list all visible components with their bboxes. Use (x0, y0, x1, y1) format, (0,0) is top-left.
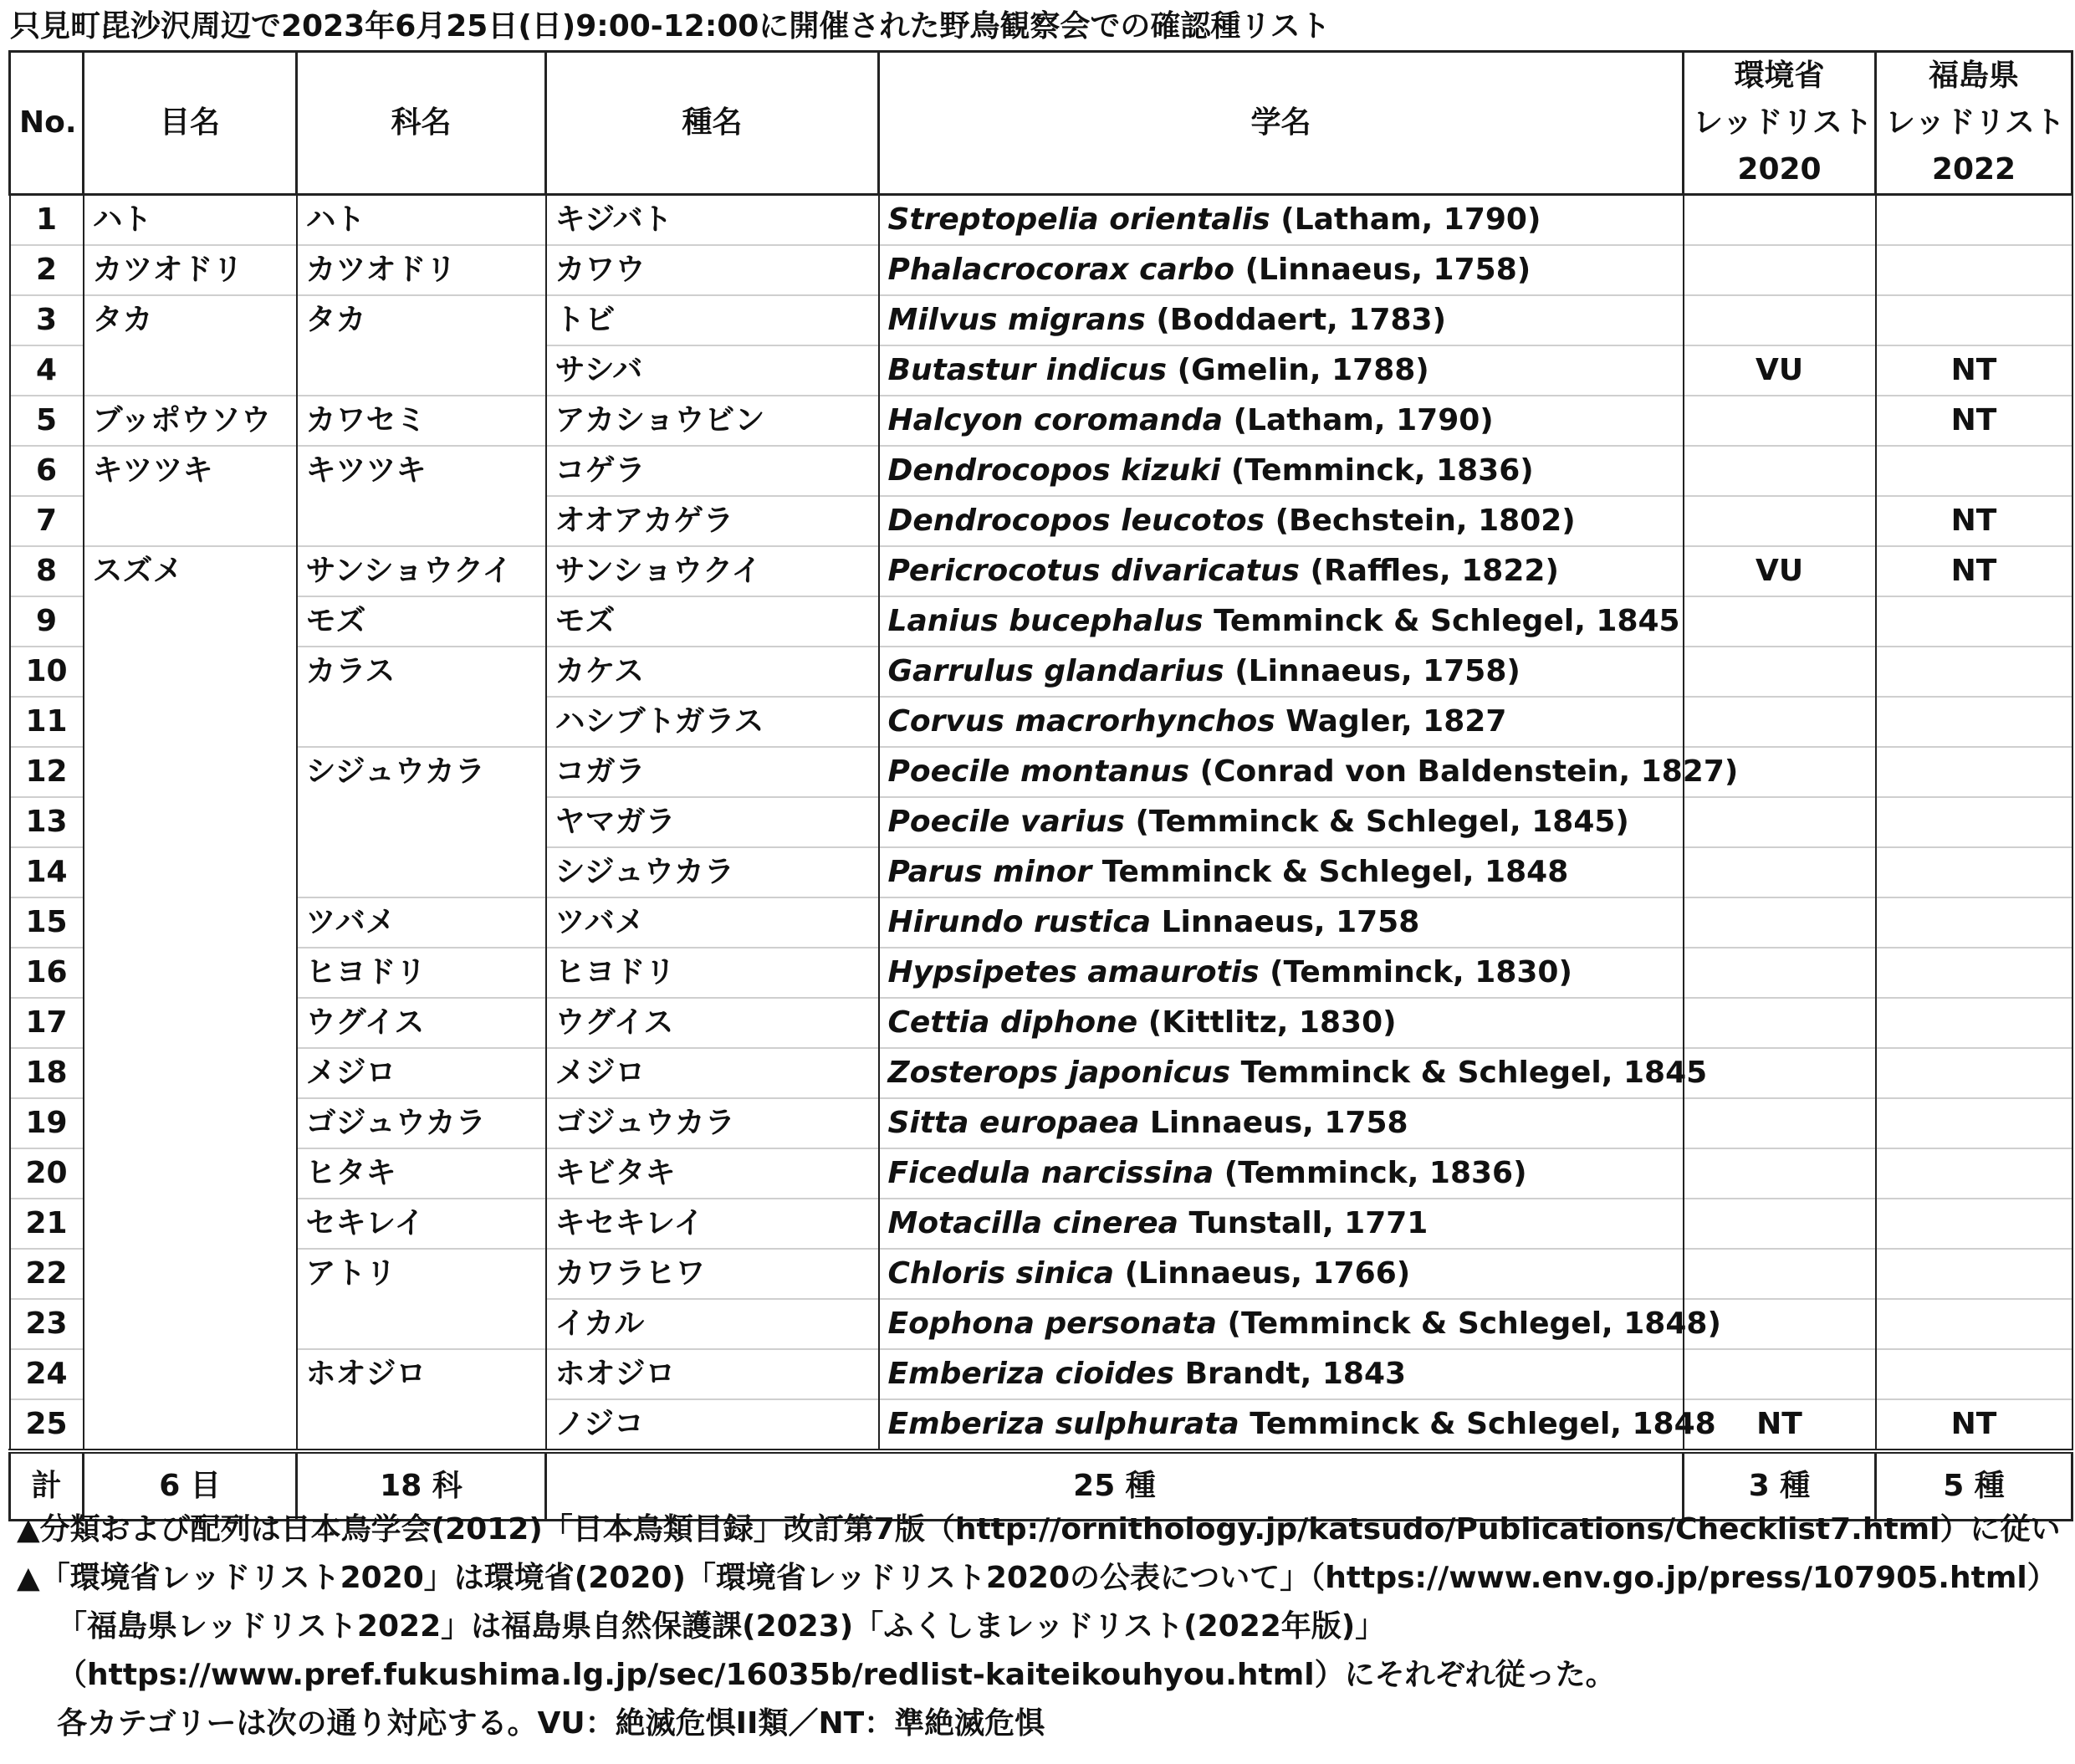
family-name: ハト (297, 195, 546, 246)
header-family: 科名 (297, 52, 546, 195)
family-name: シジュウカラ (297, 747, 546, 897)
species-name: キジバト (546, 195, 879, 246)
scientific-name: Poecile varius (887, 805, 1125, 839)
fukushima-redlist-status (1876, 1199, 2072, 1249)
scientific-name-cell (879, 1148, 1684, 1199)
scientific-name: Emberiza cioides (887, 1357, 1175, 1391)
author-citation: (Temminck & Schlegel, 1845) (1135, 805, 1629, 839)
header-fuk-line3: 2022 (1931, 152, 2016, 187)
table-row (10, 1048, 2072, 1098)
table-row (10, 295, 2072, 345)
order-name: キツツキ (84, 446, 297, 546)
author-citation: Temminck & Schlegel, 1845 (1240, 1056, 1708, 1090)
scientific-name: Cettia diphone (887, 1005, 1138, 1040)
row-number: 18 (10, 1048, 84, 1098)
species-table (8, 50, 2073, 1521)
fukushima-redlist-status (1876, 1249, 2072, 1299)
fukushima-redlist-status (1876, 1098, 2072, 1148)
scientific-name: Streptopelia orientalis (887, 202, 1270, 237)
env-redlist-status (1684, 1249, 1876, 1299)
fukushima-redlist-status (1876, 1048, 2072, 1098)
header-row (10, 52, 2072, 195)
total-orders: 6 目 (84, 1451, 297, 1521)
scientific-name: Milvus migrans (887, 303, 1146, 337)
author-citation: Linnaeus, 1758 (1149, 1106, 1408, 1140)
species-name: ツバメ (546, 897, 879, 948)
family-name: サンショウクイ (297, 546, 546, 596)
env-redlist-status (1684, 1199, 1876, 1249)
total-families: 18 科 (297, 1451, 546, 1521)
scientific-name-cell (879, 345, 1684, 396)
env-redlist-status (1684, 396, 1876, 446)
species-name: カケス (546, 647, 879, 697)
fukushima-redlist-status (1876, 1299, 2072, 1349)
env-redlist-status (1684, 998, 1876, 1048)
family-name: アトリ (297, 1249, 546, 1349)
species-name: キセキレイ (546, 1199, 879, 1249)
author-citation: (Kittlitz, 1830) (1147, 1005, 1397, 1040)
fukushima-redlist-status (1876, 1148, 2072, 1199)
note-categories: 各カテゴリーは次の通り対応する。VU：絶滅危惧II類／NT：準絶滅危惧 (57, 1706, 1045, 1741)
row-number: 5 (10, 396, 84, 446)
total-species: 25 種 (546, 1451, 1684, 1521)
table-row (10, 596, 2072, 647)
env-redlist-status (1684, 596, 1876, 647)
fukushima-redlist-status (1876, 1349, 2072, 1399)
family-name: カラス (297, 647, 546, 747)
row-number: 23 (10, 1299, 84, 1349)
note-fukushima-redlist: 「福島県レッドリスト2022」は福島県自然保護課(2023)「ふくしまレッドリスト(2022年版)」 (57, 1609, 1386, 1644)
env-redlist-status (1684, 847, 1876, 897)
table-body (10, 195, 2072, 1452)
total-fukushima: 5 種 (1876, 1451, 2072, 1521)
row-number: 20 (10, 1148, 84, 1199)
env-redlist-status (1684, 797, 1876, 847)
species-name: カワラヒワ (546, 1249, 879, 1299)
table-row (10, 245, 2072, 295)
row-number: 14 (10, 847, 84, 897)
scientific-name-cell (879, 245, 1684, 295)
scientific-name-cell (879, 546, 1684, 596)
species-name: ホオジロ (546, 1349, 879, 1399)
family-name: カツオドリ (297, 245, 546, 295)
row-number: 19 (10, 1098, 84, 1148)
row-number: 22 (10, 1249, 84, 1299)
table-row (10, 396, 2072, 446)
scientific-name: Sitta europaea (887, 1106, 1140, 1140)
row-number: 17 (10, 998, 84, 1048)
fukushima-redlist-status (1876, 295, 2072, 345)
author-citation: (Linnaeus, 1758) (1244, 253, 1531, 287)
note-fukushima-url: （https://www.pref.fukushima.lg.jp/sec/16035b/redlist-kaiteikouhyou.html）にそれぞれ従った。 (57, 1658, 1616, 1692)
env-redlist-status (1684, 647, 1876, 697)
scientific-name: Dendrocopos leucotos (887, 504, 1265, 538)
species-name: イカル (546, 1299, 879, 1349)
header-fukushima-redlist (1876, 52, 2072, 195)
scientific-name-cell (879, 647, 1684, 697)
scientific-name: Butastur indicus (887, 353, 1168, 387)
scientific-name: Pericrocotus divaricatus (887, 554, 1300, 588)
family-name: メジロ (297, 1048, 546, 1098)
scientific-name-cell (879, 1249, 1684, 1299)
table-row (10, 546, 2072, 596)
order-name: タカ (84, 295, 297, 396)
table-row (10, 647, 2072, 697)
header-fuk-line1: 福島県 (1928, 59, 2019, 93)
species-name: シジュウカラ (546, 847, 879, 897)
scientific-name-cell (879, 697, 1684, 747)
env-redlist-status (1684, 496, 1876, 546)
scientific-name-cell (879, 496, 1684, 546)
scientific-name: Zosterops japonicus (887, 1056, 1231, 1090)
row-number: 1 (10, 195, 84, 246)
species-name: オオアカゲラ (546, 496, 879, 546)
author-citation: (Linnaeus, 1766) (1124, 1256, 1411, 1291)
fukushima-redlist-status (1876, 948, 2072, 998)
scientific-name-cell (879, 596, 1684, 647)
table-row (10, 1349, 2072, 1399)
total-label: 計 (10, 1451, 84, 1521)
scientific-name-cell (879, 1098, 1684, 1148)
env-redlist-status (1684, 1098, 1876, 1148)
order-name: カツオドリ (84, 245, 297, 295)
fukushima-redlist-status (1876, 797, 2072, 847)
author-citation: Tunstall, 1771 (1188, 1206, 1428, 1240)
author-citation: Temminck & Schlegel, 1848 (1101, 855, 1569, 889)
row-number: 4 (10, 345, 84, 396)
scientific-name-cell (879, 998, 1684, 1048)
family-name: ツバメ (297, 897, 546, 948)
species-name: メジロ (546, 1048, 879, 1098)
fukushima-redlist-status (1876, 697, 2072, 747)
species-name: モズ (546, 596, 879, 647)
env-redlist-status (1684, 1048, 1876, 1098)
row-number: 16 (10, 948, 84, 998)
scientific-name: Eophona personata (887, 1306, 1217, 1341)
scientific-name: Phalacrocorax carbo (887, 253, 1235, 287)
env-redlist-status: NT (1684, 1399, 1876, 1451)
scientific-name: Ficedula narcissina (887, 1156, 1214, 1190)
header-env-redlist (1684, 52, 1876, 195)
row-number: 2 (10, 245, 84, 295)
header-env-line1: 環境省 (1734, 59, 1825, 93)
row-number: 21 (10, 1199, 84, 1249)
scientific-name-cell (879, 948, 1684, 998)
family-name: カワセミ (297, 396, 546, 446)
table-row (10, 1249, 2072, 1299)
fukushima-redlist-status (1876, 245, 2072, 295)
scientific-name: Hypsipetes amaurotis (887, 955, 1260, 989)
env-redlist-status (1684, 446, 1876, 496)
scientific-name-cell (879, 897, 1684, 948)
env-redlist-status (1684, 1349, 1876, 1399)
species-name: トビ (546, 295, 879, 345)
table-row (10, 897, 2072, 948)
env-redlist-status (1684, 1148, 1876, 1199)
family-name: ホオジロ (297, 1349, 546, 1451)
fukushima-redlist-status: NT (1876, 496, 2072, 546)
author-citation: (Gmelin, 1788) (1177, 353, 1429, 387)
scientific-name-cell (879, 747, 1739, 797)
table-row (10, 195, 2072, 246)
table-row (10, 747, 2072, 797)
species-name: ハシブトガラス (546, 697, 879, 747)
scientific-name-cell (879, 195, 1684, 246)
row-number: 25 (10, 1399, 84, 1451)
author-citation: (Raffles, 1822) (1310, 554, 1559, 588)
scientific-name-cell (879, 1399, 1716, 1451)
author-citation: Wagler, 1827 (1285, 704, 1507, 739)
species-name: カワウ (546, 245, 879, 295)
author-citation: Temminck & Schlegel, 1845 (1214, 604, 1680, 638)
scientific-name: Emberiza sulphurata (887, 1407, 1239, 1441)
family-name: ゴジュウカラ (297, 1098, 546, 1148)
scientific-name-cell (879, 1299, 1721, 1349)
scientific-name-cell (879, 1199, 1684, 1249)
scientific-name-cell (879, 797, 1684, 847)
species-name: サンショウクイ (546, 546, 879, 596)
total-env: 3 種 (1684, 1451, 1876, 1521)
order-name: スズメ (84, 546, 297, 1451)
header-fuk-line2: レッドリスト (1885, 105, 2065, 140)
scientific-name: Chloris sinica (887, 1256, 1115, 1291)
table-row (10, 948, 2072, 998)
scientific-name-cell (879, 295, 1684, 345)
env-redlist-status (1684, 295, 1876, 345)
env-redlist-status (1684, 245, 1876, 295)
author-citation: (Bechstein, 1802) (1275, 504, 1576, 538)
fukushima-redlist-status: NT (1876, 546, 2072, 596)
fukushima-redlist-status (1876, 897, 2072, 948)
row-number: 10 (10, 647, 84, 697)
fukushima-redlist-status (1876, 446, 2072, 496)
note-classification: ▲分類および配列は日本鳥学会(2012)「日本鳥類目録」改訂第7版（http://ornithology.jp/katsudo/Publications/Checklist7.html）に従い (17, 1512, 2061, 1547)
fukushima-redlist-status: NT (1876, 396, 2072, 446)
fukushima-redlist-status (1876, 847, 2072, 897)
author-citation: (Temminck, 1836) (1224, 1156, 1527, 1190)
scientific-name-cell (879, 1349, 1684, 1399)
scientific-name: Hirundo rustica (887, 905, 1152, 939)
header-order: 目名 (84, 52, 297, 195)
scientific-name: Motacilla cinerea (887, 1206, 1178, 1240)
scientific-name: Lanius bucephalus (887, 604, 1204, 638)
row-number: 15 (10, 897, 84, 948)
fukushima-redlist-status (1876, 195, 2072, 246)
row-number: 12 (10, 747, 84, 797)
env-redlist-status (1684, 948, 1876, 998)
scientific-name-cell (879, 446, 1684, 496)
fukushima-redlist-status (1876, 596, 2072, 647)
row-number: 7 (10, 496, 84, 546)
author-citation: (Boddaert, 1783) (1156, 303, 1447, 337)
author-citation: (Temminck, 1836) (1230, 453, 1534, 488)
species-name: ゴジュウカラ (546, 1098, 879, 1148)
species-name: コガラ (546, 747, 879, 797)
scientific-name: Dendrocopos kizuki (887, 453, 1221, 488)
table-row (10, 1148, 2072, 1199)
author-citation: (Latham, 1790) (1280, 202, 1541, 237)
species-name: ウグイス (546, 998, 879, 1048)
species-name: ヒヨドリ (546, 948, 879, 998)
row-number: 13 (10, 797, 84, 847)
scientific-name-cell (879, 847, 1684, 897)
family-name: ウグイス (297, 998, 546, 1048)
author-citation: (Temminck, 1830) (1270, 955, 1572, 989)
fukushima-redlist-status (1876, 647, 2072, 697)
species-name: ノジコ (546, 1399, 879, 1451)
author-citation: (Conrad von Baldenstein, 1827) (1199, 754, 1739, 789)
order-name: ブッポウソウ (84, 396, 297, 446)
table-row (10, 1199, 2072, 1249)
species-name: コゲラ (546, 446, 879, 496)
header-env-line2: レッドリスト (1693, 105, 1873, 140)
row-number: 3 (10, 295, 84, 345)
scientific-name: Corvus macrorhynchos (887, 704, 1275, 739)
row-number: 24 (10, 1349, 84, 1399)
scientific-name-cell (879, 396, 1684, 446)
author-citation: (Latham, 1790) (1233, 403, 1494, 437)
env-redlist-status: VU (1684, 345, 1876, 396)
family-name: ヒヨドリ (297, 948, 546, 998)
author-citation: (Linnaeus, 1758) (1234, 654, 1520, 688)
scientific-name: Parus minor (887, 855, 1092, 889)
author-citation: Brandt, 1843 (1184, 1357, 1407, 1391)
fukushima-redlist-status (1876, 998, 2072, 1048)
species-name: キビタキ (546, 1148, 879, 1199)
footnotes (17, 1506, 2061, 1748)
scientific-name: Poecile montanus (887, 754, 1190, 789)
author-citation: Linnaeus, 1758 (1161, 905, 1420, 939)
row-number: 9 (10, 596, 84, 647)
author-citation: Temminck & Schlegel, 1848 (1250, 1407, 1716, 1441)
author-citation: (Temminck & Schlegel, 1848) (1227, 1306, 1721, 1341)
family-name: モズ (297, 596, 546, 647)
header-scientific-name: 学名 (879, 52, 1684, 195)
row-number: 6 (10, 446, 84, 496)
scientific-name: Halcyon coromanda (887, 403, 1224, 437)
page-title: 只見町毘沙沢周辺で2023年6月25日(日)9:00-12:00に開催された野鳥観察会での確認種リスト (10, 9, 1331, 43)
scientific-name: Garrulus glandarius (887, 654, 1224, 688)
header-env-line3: 2020 (1737, 152, 1822, 187)
row-number: 8 (10, 546, 84, 596)
scientific-name-cell (879, 1048, 1708, 1098)
table-row (10, 998, 2072, 1048)
species-name: サシバ (546, 345, 879, 396)
family-name: タカ (297, 295, 546, 396)
order-name: ハト (84, 195, 297, 246)
row-number: 11 (10, 697, 84, 747)
fukushima-redlist-status (1876, 747, 2072, 797)
species-name: ヤマガラ (546, 797, 879, 847)
header-no: No. (10, 52, 84, 195)
env-redlist-status (1684, 697, 1876, 747)
env-redlist-status (1684, 195, 1876, 246)
family-name: セキレイ (297, 1199, 546, 1249)
species-name: アカショウビン (546, 396, 879, 446)
env-redlist-status (1684, 897, 1876, 948)
family-name: キツツキ (297, 446, 546, 546)
family-name: ヒタキ (297, 1148, 546, 1199)
table-row (10, 446, 2072, 496)
header-species: 種名 (546, 52, 879, 195)
fukushima-redlist-status: NT (1876, 1399, 2072, 1451)
table-row (10, 1098, 2072, 1148)
fukushima-redlist-status: NT (1876, 345, 2072, 396)
env-redlist-status: VU (1684, 546, 1876, 596)
note-env-redlist: ▲「環境省レッドリスト2020」は環境省(2020)「環境省レッドリスト2020の公表について」（https://www.env.go.jp/press/107905.html） (17, 1561, 2057, 1595)
